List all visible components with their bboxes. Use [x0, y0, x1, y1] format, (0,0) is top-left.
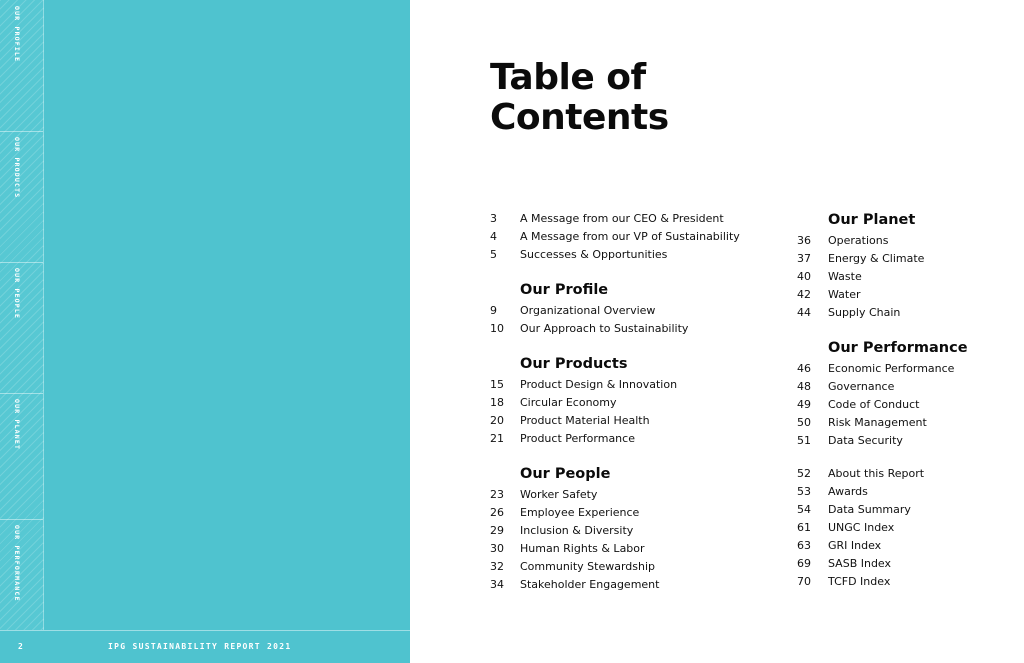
toc-page-number: 34: [490, 577, 504, 591]
toc-entry-title: Water: [828, 287, 861, 301]
section-tab-label: OUR PEOPLE: [13, 268, 21, 320]
toc-entry-title: Organizational Overview: [520, 303, 656, 317]
section-tab-label: OUR PRODUCTS: [13, 137, 21, 199]
section-tab-label: OUR PLANET: [13, 399, 21, 451]
toc-entry[interactable]: [797, 285, 1007, 303]
toc-page-number: 4: [490, 229, 497, 243]
toc-page-number: 44: [797, 305, 811, 319]
toc-entry-title: Employee Experience: [520, 505, 640, 519]
toc-entry-title: Code of Conduct: [828, 397, 920, 411]
toc-entry-title: TCFD Index: [828, 574, 891, 588]
section-heading-profile[interactable]: Our Profile: [520, 282, 609, 298]
toc-page-number: 70: [797, 574, 811, 588]
page-title: Table of Contents: [490, 57, 669, 138]
toc-page-number: 50: [797, 415, 811, 429]
section-tab-label: OUR PERFORMANCE: [13, 525, 21, 602]
toc-entry-title: Inclusion & Diversity: [520, 523, 634, 537]
toc-page-number: 23: [490, 487, 504, 501]
toc-page-number: 42: [797, 287, 811, 301]
report-name: IPG SUSTAINABILITY REPORT 2021: [108, 642, 292, 651]
toc-entry-title: Supply Chain: [828, 305, 901, 319]
toc-entry[interactable]: [797, 359, 1007, 377]
section-tab-performance[interactable]: [0, 519, 43, 630]
toc-page-number: 18: [490, 395, 504, 409]
toc-entry-title: A Message from our CEO & President: [520, 211, 724, 225]
toc-entry-title: GRI Index: [828, 538, 882, 552]
section-tab-label: OUR PROFILE: [13, 6, 21, 63]
toc-entry[interactable]: [490, 245, 780, 263]
toc-entry[interactable]: [490, 319, 780, 337]
toc-entry[interactable]: [490, 411, 780, 429]
toc-entry-title: Energy & Climate: [828, 251, 925, 265]
toc-entry[interactable]: [797, 482, 1007, 500]
toc-entry[interactable]: [490, 209, 780, 227]
toc-entry[interactable]: [797, 536, 1007, 554]
toc-page-number: 40: [797, 269, 811, 283]
toc-page-number: 3: [490, 211, 497, 225]
toc-entry[interactable]: [490, 521, 780, 539]
toc-entry-title: Human Rights & Labor: [520, 541, 645, 555]
toc-entry-title: Stakeholder Engagement: [520, 577, 660, 591]
toc-page-number: 54: [797, 502, 811, 516]
toc-entry[interactable]: [490, 539, 780, 557]
section-tab-planet[interactable]: [0, 393, 43, 520]
toc-page-number: 9: [490, 303, 497, 317]
toc-entry[interactable]: [490, 557, 780, 575]
toc-entry-title: Waste: [828, 269, 862, 283]
toc-page-number: 69: [797, 556, 811, 570]
toc-entry[interactable]: [797, 249, 1007, 267]
footer-divider: [0, 630, 410, 631]
toc-page-number: 10: [490, 321, 504, 335]
toc-entry-title: Operations: [828, 233, 889, 247]
toc-entry-title: Awards: [828, 484, 868, 498]
section-tab-people[interactable]: [0, 262, 43, 394]
toc-page-number: 26: [490, 505, 504, 519]
page-number: 2: [18, 642, 23, 651]
toc-entry[interactable]: [797, 500, 1007, 518]
section-tab-profile[interactable]: [0, 0, 43, 132]
toc-entry[interactable]: [797, 572, 1007, 590]
toc-page-number: 29: [490, 523, 504, 537]
section-heading-planet[interactable]: Our Planet: [828, 212, 916, 228]
toc-entry-title: Our Approach to Sustainability: [520, 321, 689, 335]
toc-entry[interactable]: [490, 227, 780, 245]
toc-entry-title: Circular Economy: [520, 395, 617, 409]
toc-page-number: 21: [490, 431, 504, 445]
toc-entry-title: About this Report: [828, 466, 925, 480]
toc-page-number: 48: [797, 379, 811, 393]
section-tab-strip: [0, 0, 44, 630]
toc-page-number: 30: [490, 541, 504, 555]
section-tab-products[interactable]: [0, 131, 43, 263]
toc-entry[interactable]: [490, 429, 780, 447]
toc-page-number: 20: [490, 413, 504, 427]
toc-page-number: 36: [797, 233, 811, 247]
toc-entry[interactable]: [490, 393, 780, 411]
toc-entry[interactable]: [797, 518, 1007, 536]
toc-page-number: 46: [797, 361, 811, 375]
toc-entry[interactable]: [797, 554, 1007, 572]
section-heading-performance[interactable]: Our Performance: [828, 340, 968, 356]
toc-page-number: 5: [490, 247, 497, 261]
toc-entry-title: Data Summary: [828, 502, 911, 516]
section-heading-products[interactable]: Our Products: [520, 356, 628, 372]
toc-column-right: [797, 209, 1007, 590]
toc-page-number: 61: [797, 520, 811, 534]
toc-entry[interactable]: [797, 395, 1007, 413]
toc-column-left: [490, 209, 780, 593]
toc-entry[interactable]: [797, 413, 1007, 431]
toc-page-number: 51: [797, 433, 811, 447]
toc-entry-title: Community Stewardship: [520, 559, 656, 573]
toc-entry-title: UNGC Index: [828, 520, 895, 534]
toc-entry[interactable]: [490, 301, 780, 319]
toc-entry[interactable]: [797, 377, 1007, 395]
toc-entry[interactable]: [797, 464, 1007, 482]
toc-page-number: 53: [797, 484, 811, 498]
toc-entry-title: Worker Safety: [520, 487, 598, 501]
toc-entry[interactable]: [490, 485, 780, 503]
toc-entry[interactable]: [797, 303, 1007, 321]
toc-page-number: 37: [797, 251, 811, 265]
toc-entry-title: Product Performance: [520, 431, 635, 445]
toc-entry[interactable]: [490, 503, 780, 521]
toc-entry[interactable]: [797, 431, 1007, 449]
toc-page-number: 32: [490, 559, 504, 573]
toc-page-number: 52: [797, 466, 811, 480]
toc-entry-title: SASB Index: [828, 556, 892, 570]
toc-entry[interactable]: [490, 375, 780, 393]
toc-page-number: 15: [490, 377, 504, 391]
toc-entry-title: Economic Performance: [828, 361, 955, 375]
toc-entry-title: Successes & Opportunities: [520, 247, 668, 261]
toc-page-number: 49: [797, 397, 811, 411]
toc-page-number: 63: [797, 538, 811, 552]
toc-entry-title: A Message from our VP of Sustainability: [520, 229, 740, 243]
toc-entry-title: Governance: [828, 379, 895, 393]
toc-entry[interactable]: [797, 267, 1007, 285]
section-heading-people[interactable]: Our People: [520, 466, 611, 482]
toc-entry[interactable]: [797, 231, 1007, 249]
toc-entry-title: Data Security: [828, 433, 903, 447]
toc-entry[interactable]: [490, 575, 780, 593]
toc-entry-title: Product Design & Innovation: [520, 377, 678, 391]
cover-panel: [0, 0, 410, 663]
toc-entry-title: Product Material Health: [520, 413, 650, 427]
toc-entry-title: Risk Management: [828, 415, 927, 429]
